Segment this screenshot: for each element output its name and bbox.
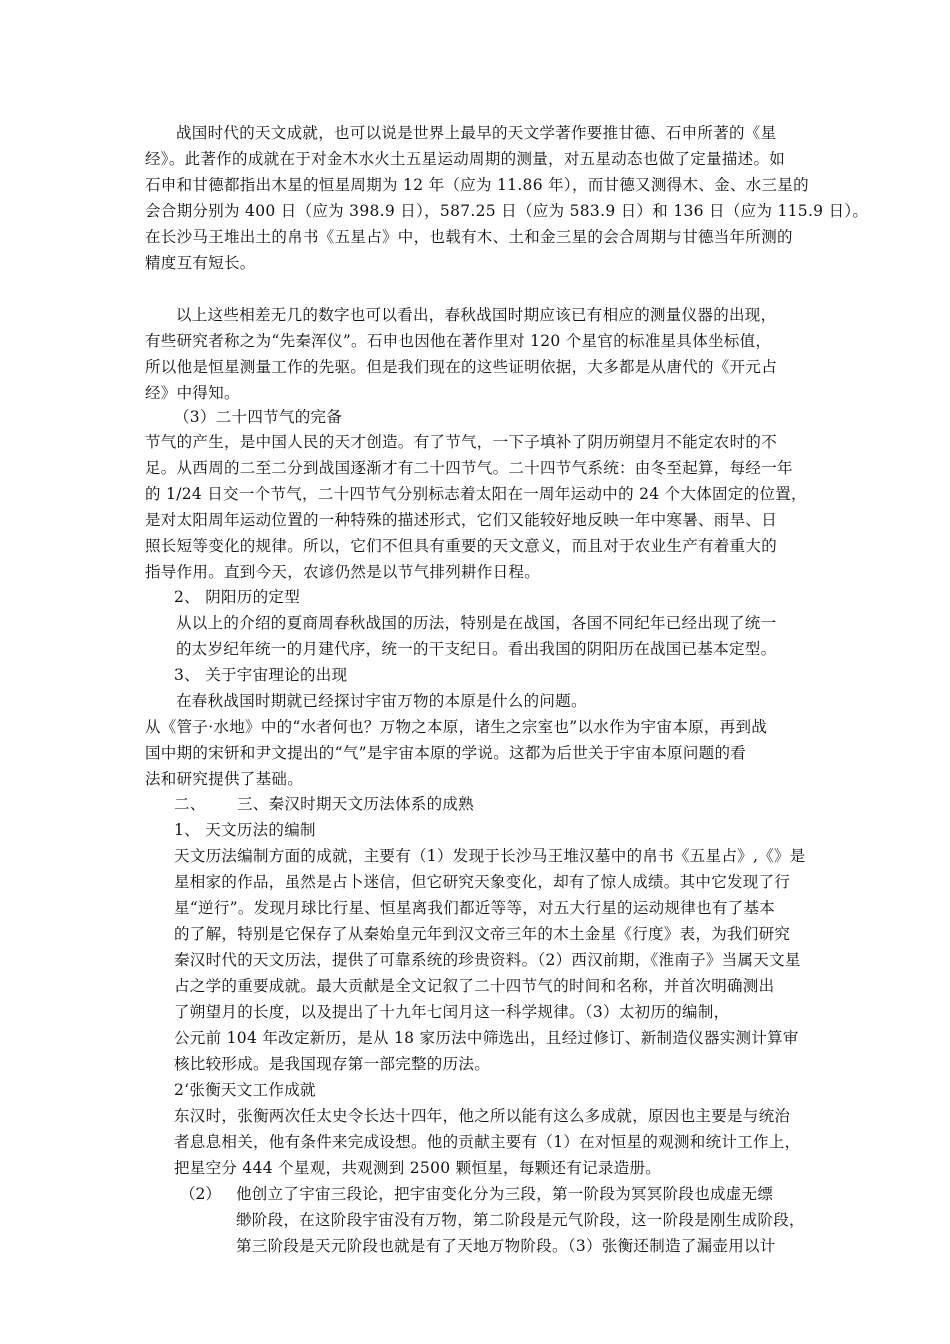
- text-line: 星相家的作品，虽然是占卜迷信，但它研究天象变化，却有了惊人成绩。其中它发现了行: [174, 873, 791, 891]
- text-line: 者息息相关，他有条件来完成设想。他的贡献主要有（1）在对恒星的观测和统计工作上，: [174, 1133, 801, 1151]
- text-line: 天文历法编制方面的成就，主要有（1）发现于长沙马王堆汉墓中的帛书《五星占》,《》是: [174, 847, 806, 865]
- section-heading: 1、 天文历法的编制: [174, 821, 316, 839]
- text-line: 的 1/24 日交一个节气，二十四节气分别标志着太阳在一周年运动中的 24 个大体固定的位置，: [145, 485, 807, 503]
- text-line: 的太岁纪年统一的月建代序，统一的干支纪日。看出我国的阴阳历在战国已基本定型。: [176, 640, 777, 658]
- text-line: 战国时代的天文成就，也可以说是世界上最早的天文学著作要推甘德、石申所著的《星: [176, 124, 777, 142]
- text-line: 照长短等变化的规律。所以，它们不但具有重要的天文意义，而且对于农业生产有着重大的: [145, 537, 778, 555]
- text-line: 指导作用。直到今天，农谚仍然是以节气排列耕作日程。: [145, 563, 541, 581]
- text-line: 有些研究者称之为“先秦浑仪”。石申也因他在著作里对 120 个星官的标准星具体坐标值，: [145, 332, 772, 350]
- text-line: 公元前 104 年改定新历，是从 18 家历法中筛选出，且经过修订、新制造仪器实测计算审: [174, 1029, 799, 1047]
- text-line: 从以上的介绍的夏商周春秋战国的历法，特别是在战国，各国不同纪年已经出现了统一: [176, 614, 777, 632]
- text-line: 以上这些相差无几的数字也可以看出，春秋战国时期应该已有相应的测量仪器的出现，: [176, 306, 777, 324]
- text-line: 他创立了宇宙三段论，把宇宙变化分为三段，第一阶段为冥冥阶段也成虚无缥: [236, 1185, 774, 1203]
- section-heading: 3、 关于宇宙理论的出现: [174, 666, 348, 684]
- text-line: 从《管子·水地》中的“水者何也？万物之本原，诸生之宗室也”以水作为宇宙本原，再到战: [145, 718, 768, 736]
- text-line: 节气的产生，是中国人民的天才创造。有了节气，一下子填补了阴历朔望月不能定农时的不: [145, 433, 778, 451]
- text-line: 会合期分别为 400 日（应为 398.9 日），587.25 日（应为 583.9 日）和 136 日（应为 115.9 日）。: [145, 202, 869, 220]
- text-line: 经》中得知。: [145, 384, 240, 402]
- text-line: 星“逆行”。发现月球比行星、恒星离我们都近等等，对五大行星的运动规律也有了基本: [174, 899, 776, 917]
- text-line: 石申和甘德都指出木星的恒星周期为 12 年（应为 11.86 年），而甘德又测得木、金、水三星的: [145, 176, 809, 194]
- text-line: 在春秋战国时期就已经探讨宇宙万物的本原是什么的问题。: [176, 692, 587, 710]
- text-line: 缈阶段，在这阶段宇宙没有万物，第二阶段是元气阶段，这一阶段是刚生成阶段，: [236, 1211, 805, 1229]
- text-line: 秦汉时代的天文历法，提供了可靠系统的珍贵资料。（2）西汉前期，《淮南子》当属天文星: [174, 951, 801, 969]
- text-line: 法和研究提供了基础。: [145, 770, 304, 788]
- text-line: 的了解，特别是它保存了从秦始皇元年到汉文帝三年的木土金星《行度》表，为我们研究: [174, 925, 791, 943]
- text-line: 东汉时，张衡两次任太史令长达十四年，他之所以能有这么多成就，原因也主要是与统治: [174, 1107, 791, 1125]
- text-line: 核比较形成。是我国现存第一部完整的历法。: [174, 1055, 491, 1073]
- text-line: 国中期的宋钘和尹文提出的“气”是宇宙本原的学说。这都为后世关于宇宙本原问题的看: [145, 744, 747, 762]
- section-heading: 2‘张衡天文工作成就: [174, 1081, 316, 1099]
- text-line: 第三阶段是天元阶段也就是有了天地万物阶段。（3）张衡还制造了漏壶用以计: [236, 1237, 776, 1255]
- text-line: 足。从西周的二至二分到战国逐渐才有二十四节气。二十四节气系统：由冬至起算，每经一年: [145, 459, 793, 477]
- chapter-heading: 二、 三、秦汉时期天文历法体系的成熟: [174, 795, 474, 813]
- text-line: 把星空分 444 个星观，共观测到 2500 颗恒星，每颗还有记录造册。: [174, 1159, 662, 1177]
- section-heading: （3）二十四节气的完备: [174, 408, 343, 426]
- section-heading: 2、 阴阳历的定型: [174, 588, 300, 606]
- text-line: 精度互有短长。: [145, 254, 256, 272]
- text-line: 经》。此著作的成就在于对金木水火土五星运动周期的测量，对五星动态也做了定量描述。如: [145, 150, 786, 168]
- text-line: 在长沙马王堆出土的帛书《五星占》中，也载有木、土和金三星的会合周期与甘德当年所测的: [145, 228, 793, 246]
- text-line: 了朔望月的长度，以及提出了十九年七闰月这一科学规律。（3）太初历的编制，: [174, 1003, 730, 1021]
- list-number: （2）: [180, 1185, 221, 1203]
- text-line: 所以他是恒星测量工作的先驱。但是我们现在的这些证明依据，大多都是从唐代的《开元占: [145, 358, 778, 376]
- text-line: 占之学的重要成就。最大贡献是全文记叙了二十四节气的时间和名称，并首次明确测出: [174, 977, 775, 995]
- text-line: 是对太阳周年运动位置的一种特殊的描述形式，它们又能较好地反映一年中寒暑、雨旱、日: [145, 511, 778, 529]
